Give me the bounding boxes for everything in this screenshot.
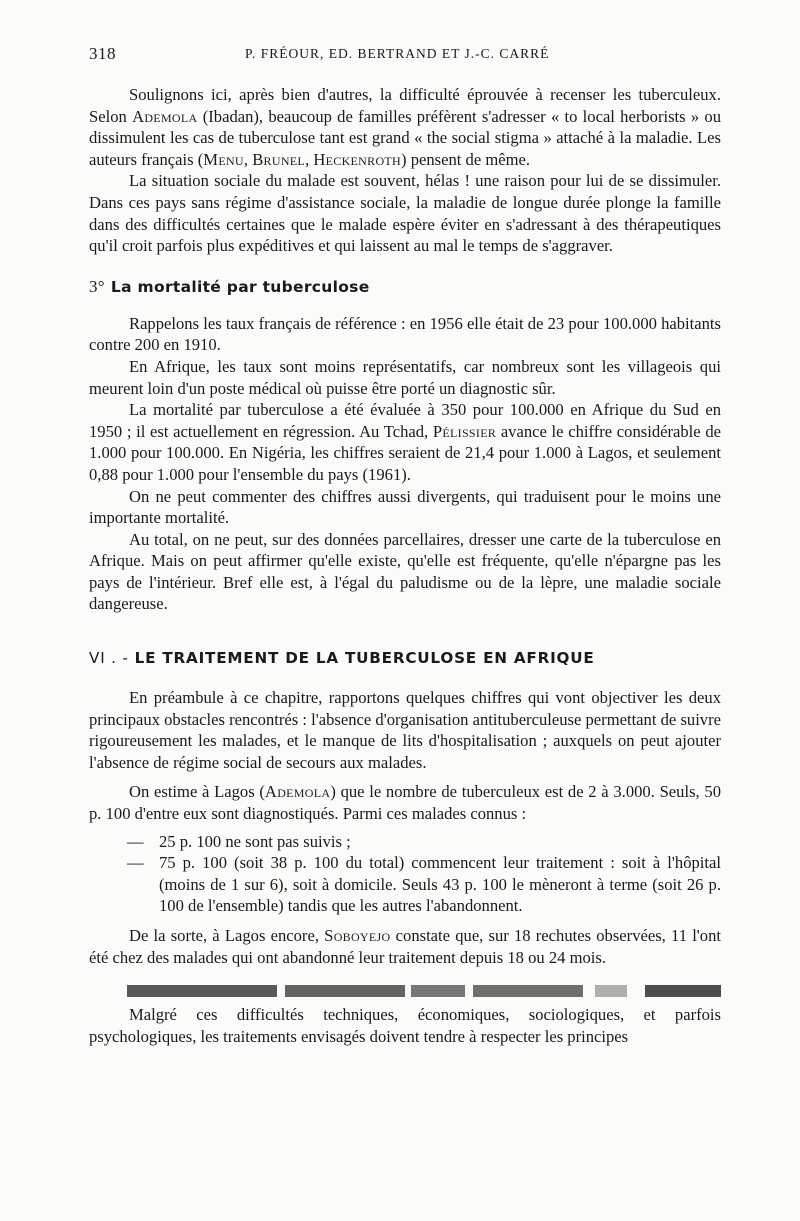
- paragraph: On ne peut commenter des chiffres aussi divergents, qui traduisent pour le moins une importante mortalité.: [89, 486, 721, 528]
- paragraph: La situation sociale du malade est souvent, hélas ! une raison pour lui de se dissimuler. Dans ces pays sans régime d'assistance sociale, la maladie de longue durée plonge la famille dans des difficultés certaines que le malade espère éviter en s'adressant à des thérapeutiques qu'il croit parfois plus expéditives et qui laissent au mal le temps de s'aggraver.: [89, 171, 721, 256]
- paragraph: Soulignons ici, après bien d'autres, la difficulté éprouvée à recenser les tuberculeux. Selon Ademola (Ibadan), beaucoup de familles préfèrent s'adresser « to local herborists » ou dissimulent les cas de tuberculose tant est grand « the social stigma » attaché à la maladie. Les auteurs français (Menu, Brunel, Heckenroth) pensent de même.: [89, 85, 722, 169]
- section-number: 3°: [89, 276, 105, 296]
- paragraph: En préambule à ce chapitre, rapportons quelques chiffres qui vont objectiver les deux principaux obstacles rencontrés : l'absence d'organisation antituberculeuse permettant de suivre rigoureusement les malades, et le manque de lits d'hospitalisation ; auxquels on peut ajouter l'absence de régime social de secours aux malades.: [89, 688, 721, 772]
- paragraph: Rappelons les taux français de référence : en 1956 elle était de 23 pour 100.000 habitants contre 200 en 1910.: [89, 313, 721, 355]
- section-title: La mortalité par tuberculose: [110, 277, 370, 296]
- paragraph: En Afrique, les taux sont moins représentatifs, car nombreux sont les villageois qui meurent loin d'un poste médical où puisse être porté un diagnostic sûr.: [89, 356, 721, 398]
- section-heading-mortalite: [89, 277, 721, 297]
- running-header: [89, 44, 721, 70]
- author-name: Ademola: [132, 106, 198, 126]
- page: [89, 44, 721, 1047]
- paragraph: De la sorte, à Lagos encore, Soboyejo constate que, sur 18 rechutes observées, 11 l'ont été chez des malades qui ont abandonné leur traitement depuis 18 ou 24 mois.: [89, 926, 721, 967]
- paragraph: Malgré ces difficultés techniques, économiques, sociologiques, et parfois psychologiques, les traitements envisagés doivent tendre à respecter les principes: [89, 1005, 721, 1046]
- paragraph: La mortalité par tuberculose a été évaluée à 350 pour 100.000 en Afrique du Sud en 1950 ; il est actuellement en régression. Au Tchad, Pélissier avance le chiffre considérable de 1.000 pour 100.000. En Nigéria, les chiffres seraient de 21,4 pour 1.000 à Lagos, et seulement 0,88 pour 1.000 pour l'ensemble du pays (1961).: [89, 400, 722, 484]
- author-name: Menu: [203, 149, 244, 169]
- author-name: Brunel: [252, 149, 306, 169]
- author-name: Ademola: [264, 782, 331, 802]
- author-name: Soboyejo: [324, 926, 391, 945]
- paragraph: Au total, on ne peut, sur des données parcellaires, dresser une carte de la tuberculose en Afrique. Mais on peut affirmer qu'elle existe, qu'elle est fréquente, qu'elle n'épargne pas les pays de l'intérieur. Bref elle est, à l'égal du paludisme ou de la lèpre, une maladie sociale dangereuse.: [89, 529, 721, 614]
- paragraph: On estime à Lagos (Ademola) que le nombre de tuberculeux est de 2 à 3.000. Seuls, 50 p. 100 d'entre eux sont diagnostiqués. Parmi ces malades connus :: [89, 782, 721, 824]
- author-name: Heckenroth: [313, 149, 402, 169]
- section-number: VI . -: [89, 649, 129, 668]
- scan-artifact-line: [89, 982, 721, 1000]
- running-title: P. FRÉOUR, ED. BERTRAND ET J.-C. CARRÉ: [245, 46, 550, 61]
- author-name: Pélissier: [432, 421, 497, 441]
- dash-list: [89, 831, 721, 917]
- section-title: LE TRAITEMENT DE LA TUBERCULOSE EN AFRIQUE: [134, 649, 595, 668]
- list-item: — 75 p. 100 (soit 38 p. 100 du total) commencent leur traitement : soit à l'hôpital (moins de 1 sur 6), soit à domicile. Seuls 43 p. 100 le mèneront à terme (soit 26 p. 100 de l'ensemble) tandis que les autres l'abandonnent.: [127, 853, 721, 916]
- page-number: 318: [89, 44, 116, 63]
- list-item: — 25 p. 100 ne sont pas suivis ;: [127, 831, 351, 851]
- section-heading-traitement: [89, 649, 721, 667]
